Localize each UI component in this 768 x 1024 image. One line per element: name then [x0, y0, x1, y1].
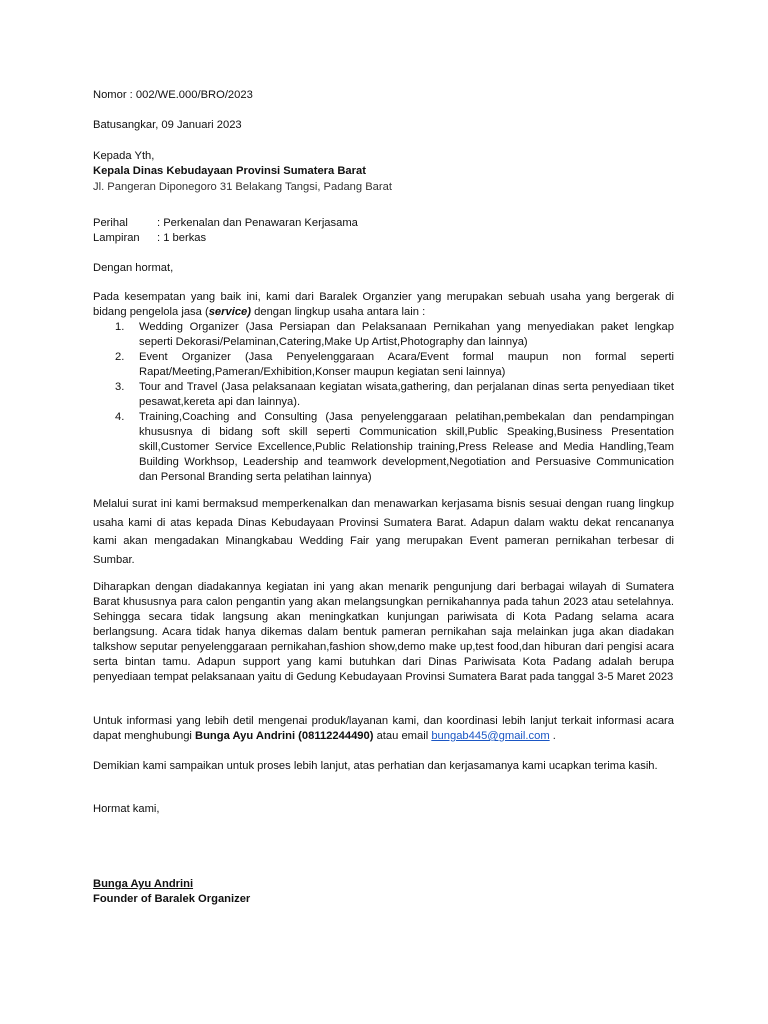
service-text: Event Organizer (Jasa Penyelenggaraan Acara/Event formal maupun non formal seperti Rapat/Meeting,Pameran/Exhibition,Konser maupun kegiatan seni lainnya) [139, 351, 674, 378]
service-number: 1. [115, 321, 125, 333]
lampiran-label: Lampiran [93, 232, 140, 244]
email-link[interactable]: bungab445@gmail.com [431, 730, 550, 742]
signer-name: Bunga Ayu Andrini [93, 878, 194, 890]
services-list [93, 320, 674, 485]
service-number: 3. [115, 381, 125, 393]
letter-number: Nomor : 002/WE.000/BRO/2023 [93, 89, 253, 101]
sign-off: Hormat kami, [93, 803, 160, 815]
service-number: 2. [115, 351, 125, 363]
intro-text-b: dengan lingkup usaha antara lain : [251, 306, 426, 318]
contact-person: Bunga Ayu Andrini (08112244490) [195, 730, 374, 742]
recipient-salutation: Kepada Yth, [93, 150, 155, 162]
closing-paragraph: Demikian kami sampaikan untuk proses lebih lanjut, atas perhatian dan kerjasamanya kami ucapkan terima kasih. [93, 760, 658, 772]
intro-text-a: Pada kesempatan yang baik ini, kami dari Baralek Organzier yang merupakan sebuah usaha yang bergerak di bidang pengelola jasa ( [93, 291, 674, 318]
paragraph-expectation: Diharapkan dengan diadakannya kegiatan ini yang akan menarik pengunjung dari berbagai wilayah di Sumatera Barat khususnya para calon pengantin yang akan melangsungkan pernikahannya pada tahun 2023 atau setelahnya. Sehingga secara tidak langsung akan meningkatkan kunjungan pariwisata di Kota Padang selama acara berlangsung. Acara tidak hanya dikemas dalam bentuk pameran pernikahan saja melainkan juga akan diadakan talkshow seputar penyelenggaraan pernikahan,fashion show,demo make up,test food,dan hiburan dari pengisi acara serta bintan tamu. Adapun support yang kami butuhkan dari Dinas Pariwisata Kota Padang adalah berupa penyediaan tempat pelaksanaan yaitu di Gedung Kebudayaan Provinsi Sumatera Barat pada tanggal 3-5 Maret 2023 [93, 581, 674, 683]
service-text: Wedding Organizer (Jasa Persiapan dan Pelaksanaan Pernikahan yang menyediakan paket lengkap seperti Dekorasi/Pelaminan,Catering,Make Up Artist,Photography dan lainnya) [139, 321, 674, 348]
service-item [93, 410, 674, 485]
lampiran-value: : 1 berkas [157, 232, 207, 244]
service-item [93, 320, 674, 350]
service-text: Training,Coaching and Consulting (Jasa penyelenggaraan pelatihan,pembekalan dan pendampingan khususnya di bidang soft skill seperti Communication skill,Public Speaking,Business Presentation skill,Customer Service Excellence,Public Relationship training,Press Release and Media Handling,Team Building Workhsop, Leadership and teamwork development,Negotiation and Persuasive Communication dan Personal Branding serta pelatihan lainnya) [139, 411, 674, 483]
intro-service-term: service) [208, 306, 252, 318]
recipient-address: Jl. Pangeran Diponegoro 31 Belakang Tangsi, Padang Barat [93, 181, 392, 193]
signer-title: Founder of Baralek Organizer [93, 893, 251, 905]
perihal-label: Perihal [93, 217, 128, 229]
contact-text-c: . [549, 730, 556, 742]
contact-paragraph [93, 714, 674, 744]
contact-text-b: atau email [373, 730, 432, 742]
lampiran-row [93, 231, 674, 246]
greeting: Dengan hormat, [93, 262, 174, 274]
intro-paragraph [93, 290, 674, 320]
service-item [93, 380, 674, 410]
place-date: Batusangkar, 09 Januari 2023 [93, 119, 242, 131]
contact-text-a: Untuk informasi yang lebih detil mengenai produk/layanan kami, dan koordinasi lebih lanjut terkait informasi acara dapat menghubungi [93, 715, 674, 742]
service-number: 4. [115, 411, 125, 423]
perihal-value: : Perkenalan dan Penawaran Kerjasama [157, 217, 358, 229]
service-item [93, 350, 674, 380]
service-text: Tour and Travel (Jasa pelaksanaan kegiatan wisata,gathering, dan perjalanan dinas serta penyediaan tiket pesawat,kereta api dan lainnya). [139, 381, 674, 408]
paragraph-introduction: Melalui surat ini kami bermaksud memperkenalkan dan menawarkan kerjasama bisnis sesuai dengan ruang lingkup usaha kami di atas kepada Dinas Kebudayaan Provinsi Sumatera Barat. Adapun dalam waktu dekat rencananya kami akan mengadakan Minangkabau Wedding Fair yang merupakan Event pameran pernikahan terbesar di Sumbar. [93, 498, 674, 566]
perihal-row [93, 216, 674, 231]
recipient-name: Kepala Dinas Kebudayaan Provinsi Sumatera Barat [93, 165, 366, 177]
